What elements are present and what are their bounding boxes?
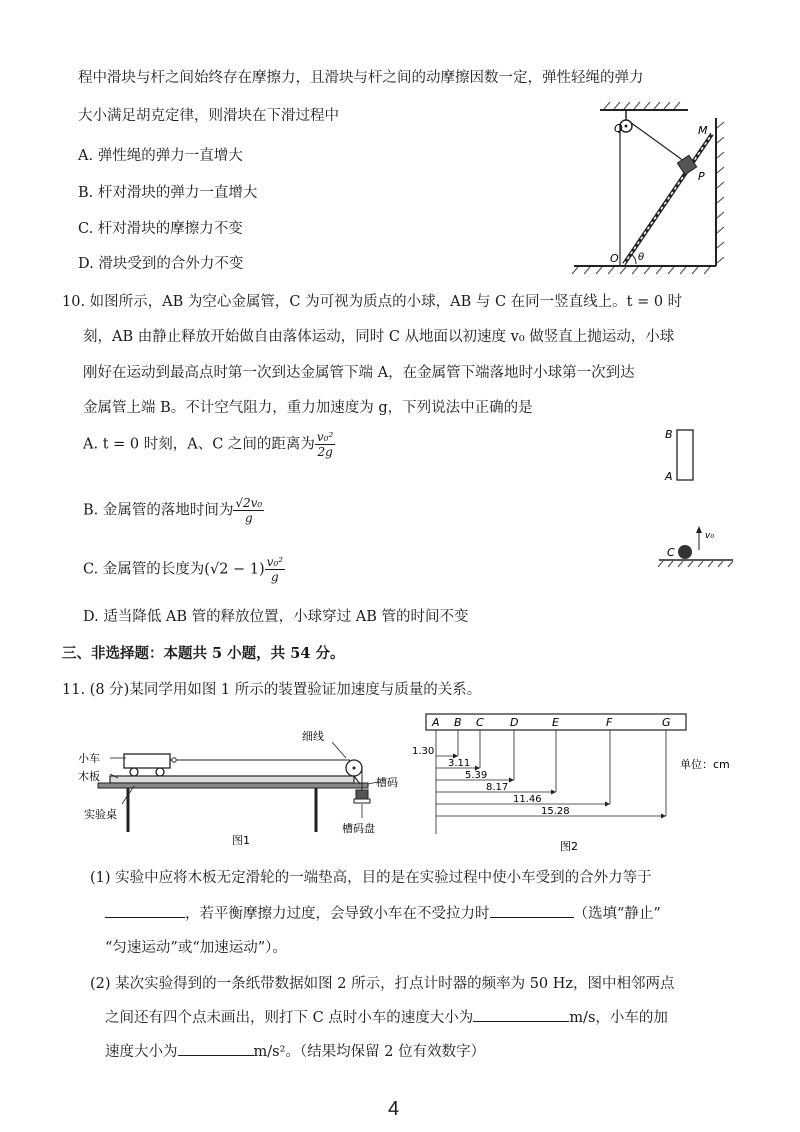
q11-part2-line2 <box>105 1006 668 1027</box>
q9-option-a: A. 弹性绳的弹力一直增大 <box>78 148 243 164</box>
fig2-point-c: C <box>476 716 484 729</box>
fig2-distance-label-5: 11.46 <box>513 794 542 805</box>
q10-option-b-fraction <box>233 496 264 525</box>
fig2-distance-label-3: 5.39 <box>465 770 488 781</box>
q10-option-c <box>83 555 285 584</box>
fig1-label-string: 细线 <box>302 730 324 743</box>
q10-option-a-numerator: v₀² <box>316 430 334 444</box>
q11-part2-answer-blank-2[interactable] <box>178 1041 254 1056</box>
q10-option-a <box>83 430 335 459</box>
q9-option-c: C. 杆对滑块的摩擦力不变 <box>78 221 243 237</box>
fig2-point-e: E <box>552 716 559 729</box>
q9-label-o: O <box>610 252 619 265</box>
fig2-distance-label-1: 1.30 <box>412 746 435 757</box>
q10-stem-line1: 10. 如图所示，AB 为空心金属管，C 为可视为质点的小球，AB 与 C 在同一竖直线上。t = 0 时 <box>62 294 683 310</box>
q10-option-b-denominator: g <box>244 511 253 525</box>
q11-part2-line2-text-a: 之间还有四个点未画出，则打下 C 点时小车的速度大小为 <box>105 1010 474 1026</box>
q10-option-c-numerator: v₀² <box>266 555 284 569</box>
q10-option-b-numerator: √2v₀ <box>235 496 263 510</box>
q11-part2-line3-text-b: m/s²。（结果均保留 2 位有效数字） <box>253 1044 486 1060</box>
q11-part2-line3 <box>105 1040 485 1061</box>
q11-part2-line3-text-a: 速度大小为 <box>105 1044 178 1060</box>
q10-label-v0: v₀ <box>705 531 714 541</box>
fig2-point-f: F <box>606 716 613 729</box>
q10-option-c-denominator: g <box>271 570 279 584</box>
fig1-label-board: 木板 <box>78 770 100 783</box>
q11-stem: 11. (8 分)某同学用如图 1 所示的装置验证加速度与质量的关系。 <box>62 682 482 698</box>
q11-part1-line2-text-a: ，若平衡摩擦力过度，会导致小车在不受拉力时 <box>185 906 490 922</box>
fig2-dim-arrow-5 <box>605 802 610 807</box>
q10-option-c-fraction <box>265 555 285 584</box>
fig2-point-a: A <box>432 716 440 729</box>
q10-option-b-text: B. 金属管的落地时间为 <box>83 502 234 519</box>
fig2-point-g: G <box>662 716 671 729</box>
fig1-label-desk: 实验桌 <box>84 808 117 821</box>
q10-label-b: B <box>665 428 673 441</box>
fig2-dim-arrow-4 <box>551 790 556 795</box>
section-3-header: 三、非选择题：本题共 5 小题，共 54 分。 <box>62 645 345 662</box>
fig1-label-car: 小车 <box>78 752 100 765</box>
fig2-dim-arrow-3 <box>509 778 514 783</box>
fig2-distance-label-6: 15.28 <box>541 806 570 817</box>
q10-stem-line2: 刻，AB 由静止释放开始做自由落体运动，同时 C 从地面以初速度 v₀ 做竖直上抛运动，小球 <box>83 329 675 345</box>
q11-part1-line2 <box>105 902 661 923</box>
q11-part1-line1: (1) 实验中应将木板无定滑轮的一端垫高，目的是在实验过程中使小车受到的合外力等于 <box>90 870 652 886</box>
q9-label-m: M <box>698 124 708 137</box>
q11-figure-2 <box>410 708 730 858</box>
q11-part2-answer-blank-1[interactable] <box>473 1007 569 1022</box>
q11-part1-line3: “匀速运动”或“加速运动”）。 <box>105 940 287 956</box>
q9-intro-line1: 程中滑块与杆之间始终存在摩擦力，且滑块与杆之间的动摩擦因数一定，弹性轻绳的弹力 <box>78 70 644 86</box>
q11-part2-line1: (2) 某次实验得到的一条纸带数据如图 2 所示，打点计时器的频率为 50 Hz，图中相邻两点 <box>90 976 675 992</box>
q10-option-a-fraction <box>315 430 335 459</box>
q11-part1-line2-text-b: （选填“静止” <box>573 906 661 922</box>
fig2-caption: 图2 <box>560 840 578 853</box>
q9-label-theta: θ <box>638 252 645 263</box>
q9-label-q: Q <box>614 122 623 135</box>
fig2-distance-label-2: 3.11 <box>448 758 471 769</box>
fig2-dim-arrow-6 <box>661 814 666 819</box>
q9-option-b: B. 杆对滑块的弹力一直增大 <box>78 185 258 201</box>
fig2-distance-label-4: 8.17 <box>486 782 509 793</box>
fig2-point-d: D <box>510 716 519 729</box>
q11-part1-answer-blank-2[interactable] <box>490 903 574 918</box>
page-number: 4 <box>388 1098 400 1120</box>
q11-part2-line2-text-b: m/s，小车的加 <box>569 1010 668 1026</box>
fig1-label-weight: 槽码 <box>376 776 398 789</box>
q10-option-b <box>83 496 264 525</box>
q10-figure <box>655 420 735 580</box>
q10-option-a-text: A. t = 0 时刻，A、C 之间的距离为 <box>83 436 315 453</box>
q10-stem-line4: 金属管上端 B。不计空气阻力，重力加速度为 g，下列说法中正确的是 <box>83 400 533 416</box>
q10-label-c: C <box>667 546 675 559</box>
fig1-label-tray: 槽码盘 <box>342 822 375 835</box>
q11-part1-answer-blank-1[interactable] <box>105 903 185 918</box>
q10-option-d: D. 适当降低 AB 管的释放位置，小球穿过 AB 管的时间不变 <box>83 609 469 625</box>
q10-stem-line3: 刚好在运动到最高点时第一次到达金属管下端 A，在金属管下端落地时小球第一次到达 <box>83 365 635 381</box>
q9-option-d: D. 滑块受到的合外力不变 <box>78 256 244 272</box>
q11-figure-1 <box>70 722 410 852</box>
q10-label-a: A <box>665 470 673 483</box>
q9-intro-line2: 大小满足胡克定律，则滑块在下滑过程中 <box>78 108 339 124</box>
fig1-caption: 图1 <box>232 834 250 847</box>
q9-label-p: P <box>698 170 705 183</box>
q10-option-c-text: C. 金属管的长度为(√2 − 1) <box>83 561 265 578</box>
fig2-unit: 单位：cm <box>680 758 730 771</box>
q9-figure <box>570 98 730 278</box>
q10-option-a-denominator: 2g <box>317 445 333 459</box>
fig2-point-b: B <box>454 716 462 729</box>
